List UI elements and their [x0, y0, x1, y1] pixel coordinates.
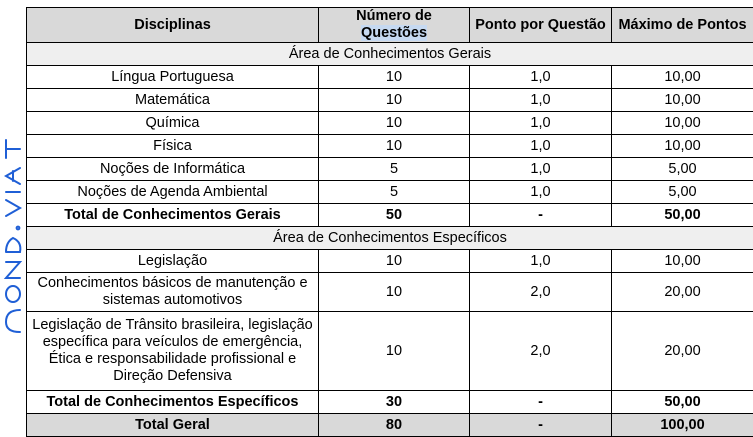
exam-scoring-table [26, 7, 753, 437]
discipline-cell: Conhecimentos básicos de manutenção e sistemas automotivos [27, 273, 319, 312]
total-row-gerais [27, 204, 753, 227]
points-per-question-cell: 2,0 [470, 273, 612, 312]
questions-cell: 10 [319, 89, 470, 112]
questions-cell: 5 [319, 181, 470, 204]
table-row [27, 312, 753, 391]
total-label-cell: Total de Conhecimentos Gerais [27, 204, 319, 227]
max-points-cell: 20,00 [612, 312, 753, 391]
total-max-points-cell: 50,00 [612, 204, 753, 227]
max-points-cell: 10,00 [612, 66, 753, 89]
max-points-cell: 10,00 [612, 89, 753, 112]
header-numero-prefix: Número de [356, 8, 432, 24]
total-questions-cell: 50 [319, 204, 470, 227]
section-title: Área de Conhecimentos Gerais [27, 43, 753, 66]
header-maximo-pontos: Máximo de Pontos [612, 8, 753, 43]
total-label-cell: Total de Conhecimentos Específicos [27, 391, 319, 414]
table-row [27, 273, 753, 312]
total-row-especificos [27, 391, 753, 414]
points-per-question-cell: 1,0 [470, 158, 612, 181]
max-points-cell: 10,00 [612, 135, 753, 158]
questions-cell: 10 [319, 273, 470, 312]
total-points-per-question-cell: - [470, 391, 612, 414]
questions-cell: 10 [319, 312, 470, 391]
points-per-question-cell: 1,0 [470, 66, 612, 89]
grand-total-label-cell: Total Geral [27, 414, 319, 437]
table-row [27, 250, 753, 273]
table-row [27, 135, 753, 158]
total-max-points-cell: 50,00 [612, 391, 753, 414]
handwritten-annotation [0, 96, 26, 346]
grand-total-max-points-cell: 100,00 [612, 414, 753, 437]
table-row [27, 66, 753, 89]
header-row [27, 8, 753, 43]
max-points-cell: 10,00 [612, 250, 753, 273]
questions-cell: 10 [319, 135, 470, 158]
grand-total-row [27, 414, 753, 437]
points-per-question-cell: 1,0 [470, 181, 612, 204]
max-points-cell: 10,00 [612, 112, 753, 135]
grand-total-points-per-question-cell: - [470, 414, 612, 437]
section-title: Área de Conhecimentos Específicos [27, 227, 753, 250]
header-numero-questoes [319, 8, 470, 43]
discipline-cell: Língua Portuguesa [27, 66, 319, 89]
section-header-gerais [27, 43, 753, 66]
points-per-question-cell: 1,0 [470, 135, 612, 158]
discipline-cell: Noções de Informática [27, 158, 319, 181]
grand-total-questions-cell: 80 [319, 414, 470, 437]
discipline-cell: Química [27, 112, 319, 135]
max-points-cell: 20,00 [612, 273, 753, 312]
questions-cell: 10 [319, 66, 470, 89]
discipline-cell: Matemática [27, 89, 319, 112]
total-questions-cell: 30 [319, 391, 470, 414]
header-questoes-highlight[interactable]: Questões [361, 25, 427, 41]
points-per-question-cell: 1,0 [470, 250, 612, 273]
header-ponto-por-questao: Ponto por Questão [470, 8, 612, 43]
discipline-cell: Noções de Agenda Ambiental [27, 181, 319, 204]
max-points-cell: 5,00 [612, 158, 753, 181]
points-per-question-cell: 2,0 [470, 312, 612, 391]
discipline-cell: Legislação de Trânsito brasileira, legislação específica para veículos de emergência, Ética e responsabilidade profissional e Direção Defensiva [27, 312, 319, 391]
table-row [27, 158, 753, 181]
points-per-question-cell: 1,0 [470, 112, 612, 135]
total-points-per-question-cell: - [470, 204, 612, 227]
discipline-cell: Legislação [27, 250, 319, 273]
max-points-cell: 5,00 [612, 181, 753, 204]
section-header-especificos [27, 227, 753, 250]
questions-cell: 10 [319, 112, 470, 135]
table-row [27, 112, 753, 135]
header-disciplinas: Disciplinas [27, 8, 319, 43]
points-per-question-cell: 1,0 [470, 89, 612, 112]
questions-cell: 5 [319, 158, 470, 181]
table-row [27, 181, 753, 204]
questions-cell: 10 [319, 250, 470, 273]
discipline-cell: Física [27, 135, 319, 158]
table-row [27, 89, 753, 112]
